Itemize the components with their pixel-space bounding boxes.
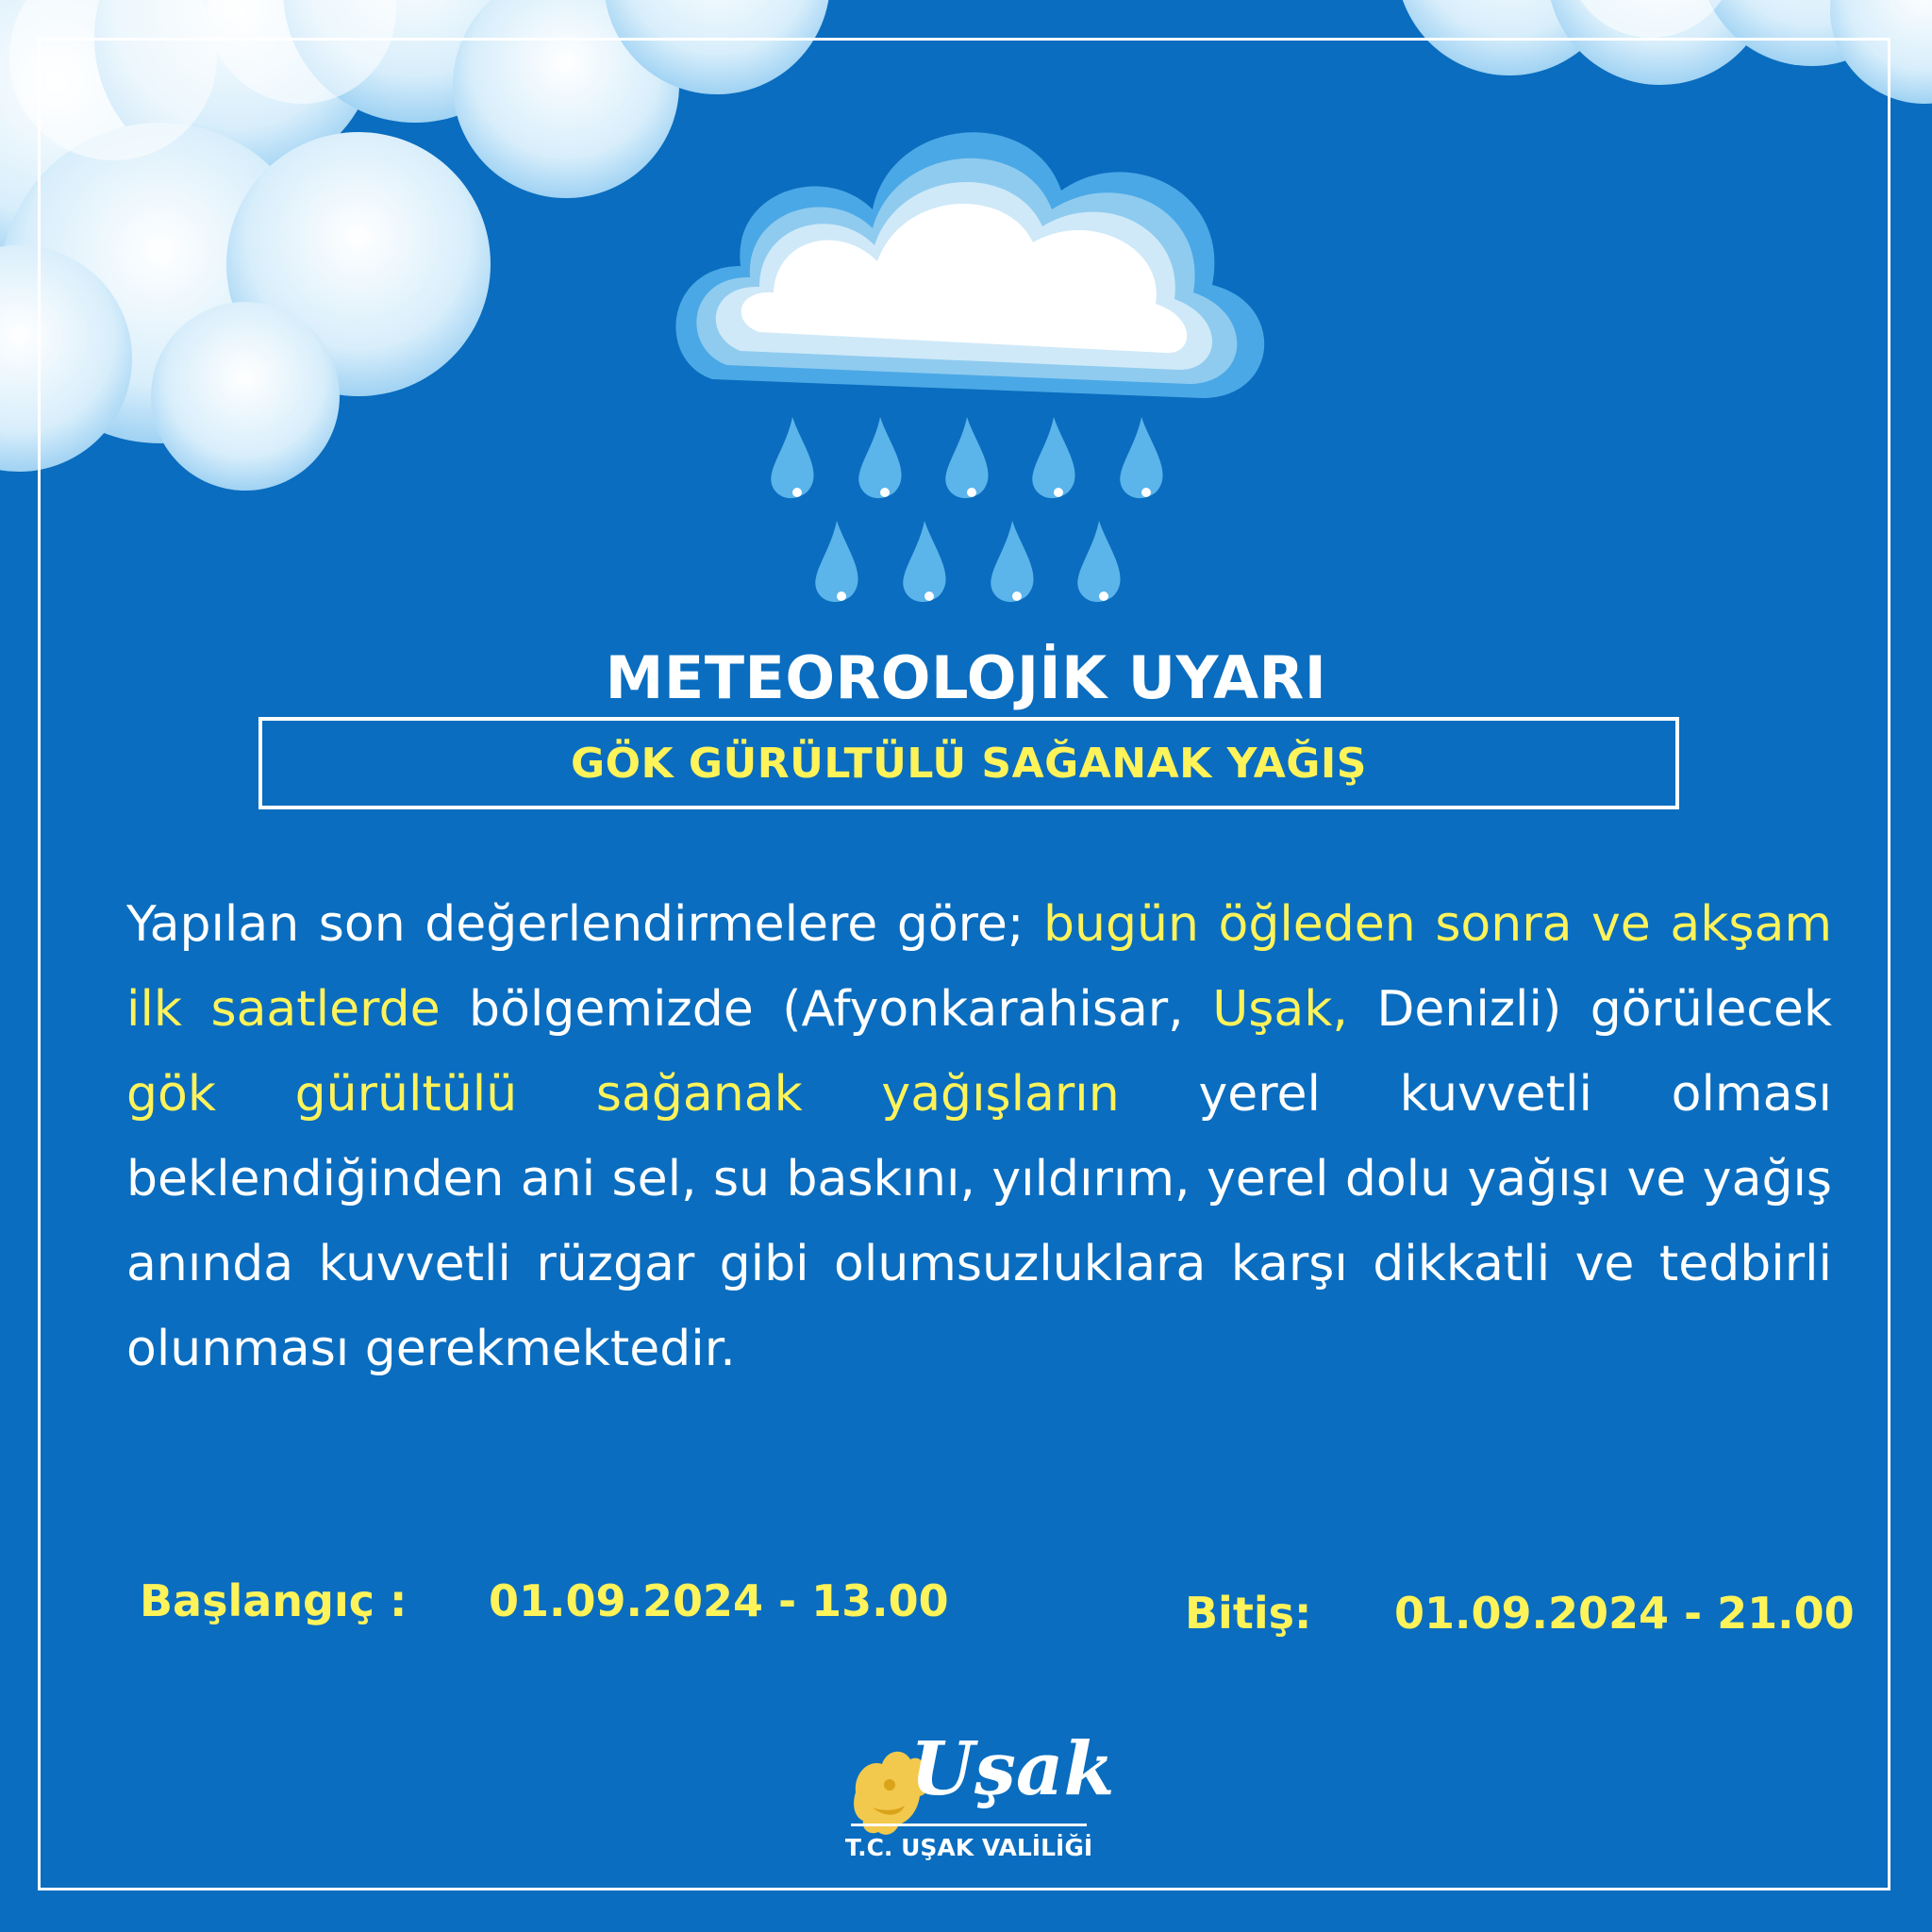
logo-subtitle: T.C. UŞAK VALİLİĞİ (844, 1834, 1093, 1861)
subtitle: GÖK GÜRÜLTÜLÜ SAĞANAK YAĞIŞ (571, 739, 1367, 788)
page-title: METEOROLOJİK UYARI (605, 643, 1327, 712)
text-part: Denizli) görülecek (1347, 981, 1832, 1038)
cloud-icon (656, 77, 1283, 625)
raindrop-icon (771, 417, 1162, 602)
start-value: 01.09.2024 - 13.00 (489, 1575, 949, 1626)
logo-wordmark: Uşak (910, 1726, 1115, 1812)
text-part: bölgemizde (Afyonkarahisar, (440, 981, 1213, 1038)
highlight-time: bugün öğleden sonra ve akşam ilk saatlerde (126, 896, 1832, 1038)
end-value: 01.09.2024 - 21.00 (1394, 1588, 1855, 1639)
highlight-city: Uşak, (1212, 981, 1348, 1038)
logo-divider (851, 1824, 1087, 1826)
start-label: Başlangıç : (140, 1575, 408, 1626)
subtitle-box (258, 717, 1679, 809)
text-part: yerel kuvvetli olması beklendiğinden ani sel, su baskını, yıldırım, yerel dolu yağışı ve yağış anında kuvvetli rüzgar gibi olumsuzluklara karşı dikkatli ve tedbirli olunması gerekmektedir. (126, 1066, 1832, 1377)
warning-text (126, 882, 1832, 1391)
end-label: Bitiş: (1185, 1588, 1312, 1639)
highlight-event: gök gürültülü sağanak yağışların (126, 1066, 1120, 1123)
text-part: Yapılan son değerlendirmelere göre; (126, 896, 1044, 953)
